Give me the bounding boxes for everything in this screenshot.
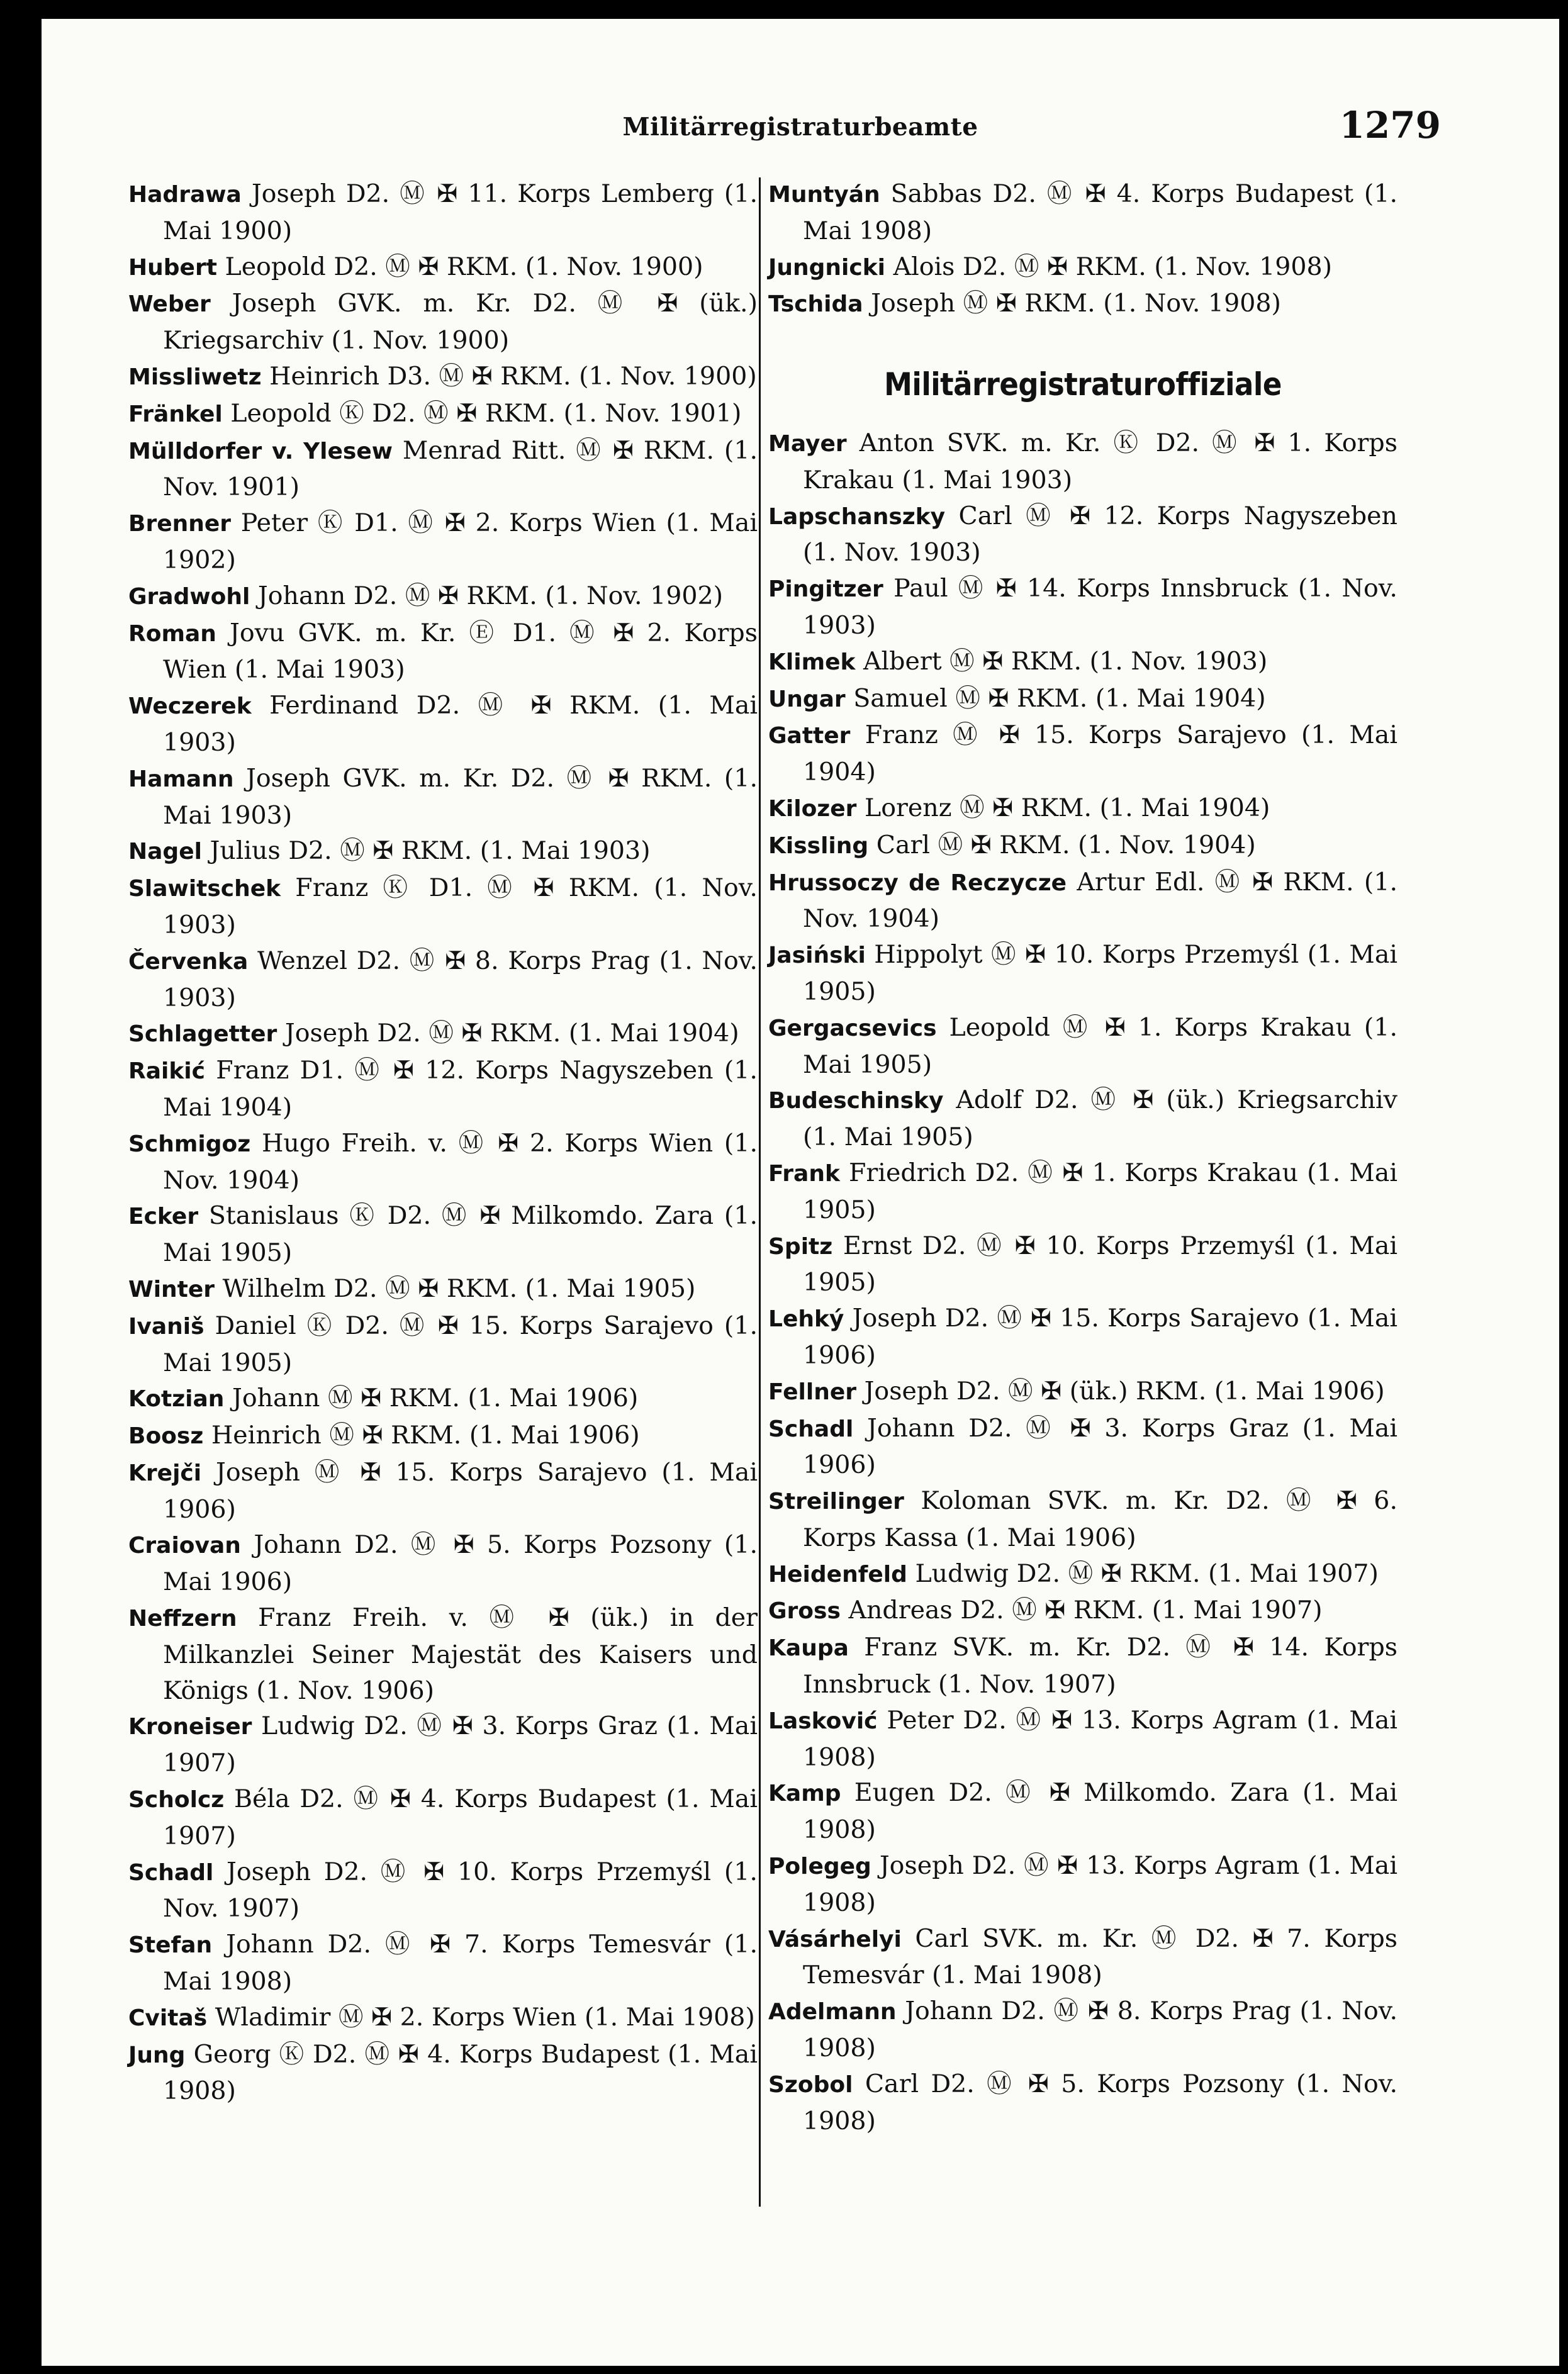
entry-details: Joseph GVK. m. Kr. D2. Ⓜ ✠ (ük.) Kriegsarchiv (1. Nov. 1900) bbox=[163, 289, 758, 356]
entry-details: Hugo Freih. v. Ⓜ ✠ 2. Korps Wien (1. Nov. 1904) bbox=[163, 1128, 758, 1195]
entry-details: Franz Freih. v. Ⓜ ✠ (ük.) in der Milkanzlei Seiner Majestät des Kaisers und Königs (1. Nov. 1906) bbox=[163, 1603, 758, 1705]
register-entry bbox=[128, 1126, 758, 1199]
register-entry bbox=[128, 1708, 758, 1781]
entry-surname: Gradwohl bbox=[128, 583, 250, 610]
entry-surname: Gatter bbox=[768, 723, 851, 749]
entry-surname: Jasiński bbox=[768, 943, 866, 969]
register-entry bbox=[128, 1854, 758, 1927]
entry-details: Eugen D2. Ⓜ ✠ Milkomdo. Zara (1. Mai 1908) bbox=[803, 1778, 1397, 1845]
entry-surname: Adelmann bbox=[768, 1999, 897, 2025]
entry-surname: Mülldorfer v. Ylesew bbox=[128, 438, 393, 464]
entry-surname: Schadl bbox=[128, 1859, 214, 1886]
right-column-section-entries bbox=[768, 425, 1397, 2139]
entry-surname: Ungar bbox=[768, 686, 846, 712]
entry-surname: Hamann bbox=[128, 766, 234, 792]
entry-surname: Polegeg bbox=[768, 1854, 871, 1880]
entry-details: Joseph Ⓜ ✠ RKM. (1. Nov. 1908) bbox=[871, 289, 1281, 318]
entry-details: Leopold Ⓜ ✠ 1. Korps Krakau (1. Mai 1905) bbox=[803, 1012, 1397, 1079]
register-entry bbox=[128, 359, 758, 396]
entry-details: Koloman SVK. m. Kr. D2. Ⓜ ✠ 6. Korps Kassa (1. Mai 1906) bbox=[803, 1486, 1397, 1552]
register-entry bbox=[768, 1228, 1397, 1301]
entry-details: Heinrich Ⓜ ✠ RKM. (1. Mai 1906) bbox=[211, 1421, 640, 1450]
register-entry bbox=[768, 827, 1397, 865]
entry-details: Wilhelm D2. Ⓜ ✠ RKM. (1. Mai 1905) bbox=[222, 1274, 696, 1303]
register-entry bbox=[128, 1455, 758, 1528]
entry-surname: Weczerek bbox=[128, 693, 252, 720]
entry-surname: Lasković bbox=[768, 1708, 878, 1734]
entry-surname: Hadrawa bbox=[128, 182, 242, 208]
right-column-continued-entries bbox=[768, 176, 1397, 323]
register-entry bbox=[128, 1198, 758, 1271]
entry-surname: Červenka bbox=[128, 948, 249, 975]
register-entry bbox=[768, 1775, 1397, 1848]
entry-surname: Mayer bbox=[768, 430, 847, 457]
entry-surname: Scholcz bbox=[128, 1787, 225, 1813]
entry-surname: Stefan bbox=[128, 1932, 213, 1959]
register-entry bbox=[768, 2066, 1397, 2139]
register-entry bbox=[128, 870, 758, 943]
entry-surname: Boosz bbox=[128, 1423, 204, 1450]
entry-surname: Hubert bbox=[128, 254, 217, 281]
entry-details: Menrad Ritt. Ⓜ ✠ RKM. (1. Nov. 1901) bbox=[163, 435, 758, 502]
register-entry bbox=[128, 1380, 758, 1418]
register-entry bbox=[768, 286, 1397, 323]
entry-surname: Fellner bbox=[768, 1379, 857, 1405]
entry-details: Johann D2. Ⓜ ✠ 3. Korps Graz (1. Mai 1906) bbox=[803, 1413, 1397, 1480]
entry-details: Alois D2. Ⓜ ✠ RKM. (1. Nov. 1908) bbox=[893, 252, 1333, 281]
entry-details: Leopold D2. Ⓜ ✠ RKM. (1. Nov. 1900) bbox=[225, 252, 703, 281]
entry-surname: Budeschinsky bbox=[768, 1088, 944, 1114]
entry-details: Friedrich D2. Ⓜ ✠ 1. Korps Krakau (1. Mai 1905) bbox=[803, 1158, 1397, 1224]
entry-surname: Lapschanszky bbox=[768, 503, 946, 530]
register-entry bbox=[768, 644, 1397, 681]
entry-details: Lorenz Ⓜ ✠ RKM. (1. Mai 1904) bbox=[865, 793, 1270, 822]
entry-details: Joseph D2. Ⓜ ✠ 15. Korps Sarajevo (1. Mai 1906) bbox=[803, 1304, 1398, 1370]
entry-surname: Szobol bbox=[768, 2071, 853, 2098]
entry-surname: Nagel bbox=[128, 839, 202, 865]
register-entry bbox=[768, 1374, 1397, 1411]
register-entry bbox=[768, 1703, 1397, 1776]
entry-surname: Kaupa bbox=[768, 1635, 849, 1662]
register-entry bbox=[128, 1016, 758, 1053]
entry-details: Joseph GVK. m. Kr. D2. Ⓜ ✠ RKM. (1. Mai 1903) bbox=[163, 763, 758, 830]
document-page bbox=[42, 19, 1559, 2366]
entry-details: Carl SVK. m. Kr. Ⓜ D2. ✠ 7. Korps Temesvár (1. Mai 1908) bbox=[803, 1923, 1397, 1990]
entry-details: Anton SVK. m. Kr. Ⓚ D2. Ⓜ ✠ 1. Korps Krakau (1. Mai 1903) bbox=[803, 428, 1397, 495]
column-divider bbox=[759, 177, 761, 2207]
entry-details: Johann D2. Ⓜ ✠ RKM. (1. Nov. 1902) bbox=[257, 581, 724, 610]
register-entry bbox=[768, 790, 1397, 827]
entry-surname: Kissling bbox=[768, 832, 869, 859]
entry-details: Julius D2. Ⓜ ✠ RKM. (1. Mai 1903) bbox=[210, 836, 651, 866]
register-entry bbox=[768, 1010, 1397, 1083]
entry-surname: Schadl bbox=[768, 1416, 854, 1442]
register-entry bbox=[128, 2037, 758, 2110]
register-entry bbox=[128, 1271, 758, 1308]
entry-details: Georg Ⓚ D2. Ⓜ ✠ 4. Korps Budapest (1. Mai 1908) bbox=[163, 2039, 758, 2106]
register-entry bbox=[768, 571, 1397, 644]
entry-details: Johann D2. Ⓜ ✠ 7. Korps Temesvár (1. Mai 1908) bbox=[163, 1930, 758, 1996]
register-entry bbox=[128, 433, 758, 506]
register-entry bbox=[768, 717, 1397, 790]
register-entry bbox=[128, 1053, 758, 1126]
entry-surname: Kroneiser bbox=[128, 1714, 252, 1740]
entry-details: Paul Ⓜ ✠ 14. Korps Innsbruck (1. Nov. 1903) bbox=[803, 574, 1397, 640]
register-entry bbox=[768, 681, 1397, 718]
entry-details: Stanislaus Ⓚ D2. Ⓜ ✠ Milkomdo. Zara (1. Mai 1905) bbox=[163, 1201, 758, 1268]
entry-details: Wenzel D2. Ⓜ ✠ 8. Korps Prag (1. Nov. 1903) bbox=[163, 946, 758, 1012]
register-entry bbox=[128, 615, 758, 688]
entry-surname: Roman bbox=[128, 620, 216, 647]
entry-surname: Tschida bbox=[768, 291, 863, 318]
page-header bbox=[42, 104, 1559, 160]
entry-details: Joseph D2. Ⓜ ✠ 13. Korps Agram (1. Mai 1908) bbox=[803, 1851, 1397, 1917]
register-entry bbox=[128, 1527, 758, 1600]
register-entry bbox=[128, 505, 758, 578]
entry-details: Carl Ⓜ ✠ 12. Korps Nagyszeben (1. Nov. 1903) bbox=[803, 501, 1397, 568]
entry-surname: Gross bbox=[768, 1598, 841, 1625]
register-entry bbox=[128, 1781, 758, 1854]
entry-details: Hippolyt Ⓜ ✠ 10. Korps Przemyśl (1. Mai 1905) bbox=[803, 940, 1398, 1006]
entry-details: Peter D2. Ⓜ ✠ 13. Korps Agram (1. Mai 1908) bbox=[803, 1705, 1397, 1772]
entry-surname: Schmigoz bbox=[128, 1131, 251, 1157]
entry-surname: Slawitschek bbox=[128, 876, 281, 902]
entry-surname: Neffzern bbox=[128, 1606, 237, 1632]
register-entry bbox=[768, 865, 1397, 938]
entry-details: Franz SVK. m. Kr. D2. Ⓜ ✠ 14. Korps Innsbruck (1. Nov. 1907) bbox=[803, 1633, 1397, 1699]
entry-surname: Pingitzer bbox=[768, 576, 883, 603]
register-entry bbox=[768, 498, 1397, 571]
register-entry bbox=[128, 1418, 758, 1455]
entry-details: Adolf D2. Ⓜ ✠ (ük.) Kriegsarchiv (1. Mai 1905) bbox=[803, 1085, 1397, 1152]
entry-details: Franz D1. Ⓜ ✠ 12. Korps Nagyszeben (1. Mai 1904) bbox=[163, 1056, 758, 1122]
entry-details: Joseph Ⓜ ✠ 15. Korps Sarajevo (1. Mai 1906) bbox=[163, 1457, 758, 1524]
register-entry bbox=[768, 1556, 1397, 1593]
entry-surname: Streilinger bbox=[768, 1489, 904, 1515]
entry-details: Johann D2. Ⓜ ✠ 8. Korps Prag (1. Nov. 1908) bbox=[803, 1996, 1397, 2063]
entry-details: Jovu GVK. m. Kr. Ⓔ D1. Ⓜ ✠ 2. Korps Wien (1. Mai 1903) bbox=[163, 618, 758, 685]
entry-surname: Krejči bbox=[128, 1460, 202, 1486]
register-entry bbox=[768, 937, 1397, 1010]
entry-details: Ludwig D2. Ⓜ ✠ 3. Korps Graz (1. Mai 1907) bbox=[163, 1711, 758, 1778]
entry-surname: Kotzian bbox=[128, 1386, 225, 1413]
register-entry bbox=[128, 396, 758, 433]
entry-surname: Brenner bbox=[128, 511, 232, 537]
register-entry bbox=[768, 1483, 1397, 1556]
register-entry bbox=[128, 761, 758, 834]
entry-surname: Missliwetz bbox=[128, 364, 262, 390]
entry-details: Heinrich D3. Ⓜ ✠ RKM. (1. Nov. 1900) bbox=[269, 361, 757, 391]
register-entry bbox=[768, 1921, 1397, 1994]
register-entry bbox=[768, 1411, 1397, 1484]
register-entry bbox=[128, 833, 758, 870]
register-entry bbox=[768, 249, 1397, 286]
entry-surname: Jung bbox=[128, 2042, 186, 2068]
entry-details: Franz Ⓜ ✠ 15. Korps Sarajevo (1. Mai 1904) bbox=[803, 720, 1397, 787]
entry-details: Leopold Ⓚ D2. Ⓜ ✠ RKM. (1. Nov. 1901) bbox=[230, 398, 742, 428]
page-number: 1279 bbox=[1339, 104, 1441, 147]
entry-surname: Lehký bbox=[768, 1306, 844, 1333]
entry-details: Joseph D2. Ⓜ ✠ (ük.) RKM. (1. Mai 1906) bbox=[864, 1376, 1385, 1406]
entry-surname: Raikić bbox=[128, 1058, 205, 1085]
entry-details: Ludwig D2. Ⓜ ✠ RKM. (1. Mai 1907) bbox=[915, 1559, 1379, 1588]
entry-details: Peter Ⓚ D1. Ⓜ ✠ 2. Korps Wien (1. Mai 1902) bbox=[163, 508, 758, 574]
register-entry bbox=[128, 1308, 758, 1381]
register-entry bbox=[128, 286, 758, 359]
register-entry bbox=[128, 176, 758, 249]
register-entry bbox=[768, 425, 1397, 498]
left-column bbox=[128, 176, 758, 2109]
entry-details: Samuel Ⓜ ✠ RKM. (1. Mai 1904) bbox=[853, 683, 1266, 713]
entry-details: Béla D2. Ⓜ ✠ 4. Korps Budapest (1. Mai 1907) bbox=[163, 1784, 758, 1850]
entry-details: Joseph D2. Ⓜ ✠ RKM. (1. Mai 1904) bbox=[284, 1019, 739, 1048]
register-entry bbox=[768, 1593, 1397, 1630]
register-entry bbox=[768, 176, 1397, 249]
register-entry bbox=[128, 578, 758, 615]
register-entry bbox=[128, 688, 758, 761]
entry-details: Joseph D2. Ⓜ ✠ 10. Korps Przemyśl (1. Nov. 1907) bbox=[163, 1857, 758, 1923]
entry-surname: Hrussoczy de Reczycze bbox=[768, 870, 1067, 896]
entry-details: Artur Edl. Ⓜ ✠ RKM. (1. Nov. 1904) bbox=[803, 867, 1398, 934]
entry-surname: Craiovan bbox=[128, 1533, 241, 1559]
entry-details: Ernst D2. Ⓜ ✠ 10. Korps Przemyśl (1. Mai 1905) bbox=[803, 1231, 1398, 1297]
right-column bbox=[768, 176, 1397, 2139]
register-entry bbox=[128, 249, 758, 286]
entry-details: Sabbas D2. Ⓜ ✠ 4. Korps Budapest (1. Mai 1908) bbox=[803, 179, 1398, 245]
entry-details: Johann Ⓜ ✠ RKM. (1. Mai 1906) bbox=[232, 1384, 639, 1413]
entry-surname: Kilozer bbox=[768, 795, 857, 822]
register-entry bbox=[768, 1993, 1397, 2066]
entry-surname: Weber bbox=[128, 291, 211, 318]
entry-surname: Ivaniš bbox=[128, 1313, 204, 1340]
register-entry bbox=[128, 2000, 758, 2037]
register-entry bbox=[768, 1630, 1397, 1703]
entry-surname: Spitz bbox=[768, 1233, 833, 1260]
entry-surname: Kamp bbox=[768, 1781, 841, 1807]
entry-details: Ferdinand D2. Ⓜ ✠ RKM. (1. Mai 1903) bbox=[163, 691, 758, 757]
entry-surname: Ecker bbox=[128, 1204, 199, 1230]
running-title: Militärregistraturbeamte bbox=[622, 113, 978, 142]
register-entry bbox=[128, 1927, 758, 2000]
entry-details: Wladimir Ⓜ ✠ 2. Korps Wien (1. Mai 1908) bbox=[215, 2002, 755, 2032]
entry-surname: Muntyán bbox=[768, 182, 880, 208]
entry-details: Carl D2. Ⓜ ✠ 5. Korps Pozsony (1. Nov. 1908) bbox=[803, 2069, 1398, 2136]
entry-surname: Heidenfeld bbox=[768, 1561, 907, 1587]
entry-surname: Frank bbox=[768, 1160, 840, 1187]
entry-details: Daniel Ⓚ D2. Ⓜ ✠ 15. Korps Sarajevo (1. Mai 1905) bbox=[163, 1311, 758, 1377]
entry-details: Joseph D2. Ⓜ ✠ 11. Korps Lemberg (1. Mai 1900) bbox=[163, 179, 758, 245]
entry-surname: Jungnicki bbox=[768, 254, 886, 281]
register-entry bbox=[768, 1301, 1397, 1374]
register-entry bbox=[128, 1600, 758, 1708]
section-heading: Militärregistraturoffiziale bbox=[884, 366, 1282, 403]
register-entry bbox=[768, 1848, 1397, 1921]
entry-details: Andreas D2. Ⓜ ✠ RKM. (1. Mai 1907) bbox=[848, 1596, 1323, 1625]
entry-surname: Schlagetter bbox=[128, 1021, 277, 1048]
register-entry bbox=[128, 943, 758, 1016]
entry-details: Albert Ⓜ ✠ RKM. (1. Nov. 1903) bbox=[863, 646, 1268, 676]
entry-surname: Gergacsevics bbox=[768, 1015, 937, 1041]
entry-details: Carl Ⓜ ✠ RKM. (1. Nov. 1904) bbox=[876, 830, 1256, 859]
entry-surname: Vásárhelyi bbox=[768, 1926, 902, 1952]
register-entry bbox=[768, 1155, 1397, 1228]
entry-surname: Winter bbox=[128, 1276, 215, 1302]
entry-details: Franz Ⓚ D1. Ⓜ ✠ RKM. (1. Nov. 1903) bbox=[163, 873, 758, 939]
entry-surname: Cvitaš bbox=[128, 2005, 208, 2031]
entry-surname: Klimek bbox=[768, 649, 856, 675]
register-entry bbox=[768, 1082, 1397, 1155]
entry-surname: Fränkel bbox=[128, 401, 223, 427]
entry-details: Johann D2. Ⓜ ✠ 5. Korps Pozsony (1. Mai 1906) bbox=[163, 1530, 758, 1597]
